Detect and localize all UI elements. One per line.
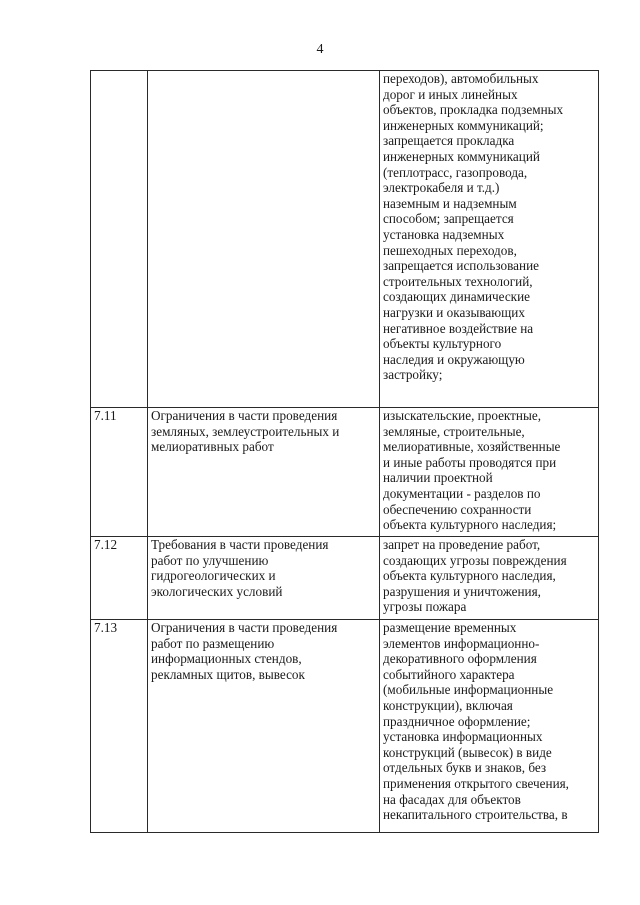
row-number: 7.12 <box>91 537 148 620</box>
row-title: Ограничения в части проведения земляных, землеустроительных и мелиоративных работ <box>148 408 380 537</box>
row-description: запрет на проведение работ, создающих угрозы повреждения объекта культурного наследия, разрушения и уничтожения, угрозы пожара <box>380 537 599 620</box>
table-row <box>91 408 599 537</box>
row-description: размещение временных элементов информационно- декоративного оформления событийного характера (мобильные информационные конструкции), включая праздничное оформление; установка информационных конструкций (вывесок) в виде отдельных букв и знаков, без применения открытого свечения, на фасадах для объектов некапитального строительства, в <box>380 620 599 833</box>
restrictions-table <box>90 70 599 833</box>
table-row <box>91 71 599 408</box>
row-description: изыскательские, проектные, земляные, строительные, мелиоративные, хозяйственные и иные работы проводятся при наличии проектной документации - разделов по обеспечению сохранности объекта культурного наследия; <box>380 408 599 537</box>
row-title: Ограничения в части проведения работ по размещению информационных стендов, рекламных щитов, вывесок <box>148 620 380 833</box>
row-number: 7.13 <box>91 620 148 833</box>
row-number: 7.11 <box>91 408 148 537</box>
table-row <box>91 620 599 833</box>
row-number <box>91 71 148 408</box>
row-description: переходов), автомобильных дорог и иных линейных объектов, прокладка подземных инженерных коммуникаций; запрещается прокладка инженерных коммуникаций (теплотрасс, газопровода, электрокабеля и т.д.) наземным и надземным способом; запрещается установка надземных пешеходных переходов, запрещается использование строительных технологий, создающих динамические нагрузки и оказывающих негативное воздействие на объекты культурного наследия и окружающую застройку; <box>380 71 599 408</box>
page-number: 4 <box>316 42 324 57</box>
row-title: Требования в части проведения работ по улучшению гидрогеологических и экологических условий <box>148 537 380 620</box>
row-title <box>148 71 380 408</box>
table-row <box>91 537 599 620</box>
